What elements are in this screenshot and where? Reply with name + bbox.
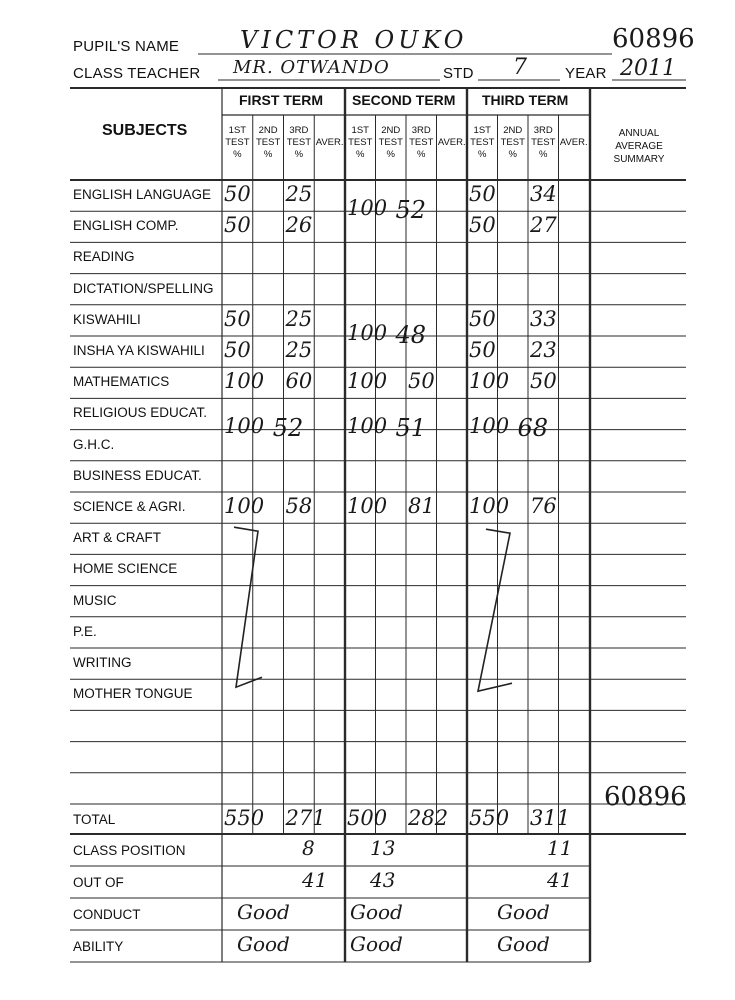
subject-label: READING [73, 249, 135, 265]
subject-label: ART & CRAFT [73, 530, 162, 546]
term-heading-3: THIRD TERM [482, 92, 569, 108]
serial-number: 60896 [612, 24, 695, 54]
footer-row-value: 41 [547, 868, 573, 892]
test-column-header: 1ST TEST % [348, 125, 373, 160]
handwritten-mark: 48 [395, 320, 427, 349]
handwritten-mark: 25 [285, 306, 313, 331]
handwritten-mark: 51 [395, 414, 427, 443]
class-teacher-label: CLASS TEACHER [73, 65, 201, 82]
handwritten-mark: 100 [347, 320, 388, 345]
subject-label: P.E. [73, 623, 97, 639]
test-column-header: AVER. [315, 137, 344, 148]
pupil-name-label: PUPIL'S NAME [73, 38, 180, 55]
footer-row-value: 13 [370, 836, 396, 860]
handwritten-mark: 25 [285, 338, 313, 362]
subject-label: DICTATION/SPELLING [73, 280, 214, 296]
bracket-scribble [234, 527, 262, 687]
handwritten-mark: 23 [530, 338, 557, 362]
footer-row-label: CLASS POSITION [73, 843, 186, 858]
handwritten-mark: 50 [530, 369, 557, 394]
footer-row-label: CONDUCT [73, 907, 141, 922]
handwritten-mark: 33 [530, 306, 557, 331]
handwritten-mark: 52 [395, 196, 427, 224]
test-column-header: AVER. [437, 137, 466, 148]
handwritten-mark: 100 [347, 369, 388, 394]
test-column-header: 1ST TEST % [225, 125, 250, 160]
footer-row-value: Good [350, 932, 403, 956]
test-column-header: 1ST TEST % [470, 125, 495, 160]
handwritten-mark: 26 [285, 213, 313, 238]
total-mark: 311 [530, 806, 571, 830]
std-label: STD [443, 65, 474, 82]
subject-label: ENGLISH COMP. [73, 218, 179, 234]
footer-row-value: 8 [302, 836, 315, 860]
total-mark: 550 [469, 806, 510, 830]
footer-row-label: ABILITY [73, 939, 124, 954]
bracket-scribble [478, 529, 512, 691]
term-heading-1: FIRST TERM [239, 92, 323, 108]
test-column-header: 3RD TEST % [409, 125, 434, 160]
subject-label: INSHA YA KISWAHILI [73, 343, 205, 358]
handwritten-mark: 34 [530, 182, 557, 206]
total-mark: 500 [347, 806, 388, 830]
footer-row-value: Good [350, 900, 403, 924]
subject-label: RELIGIOUS EDUCAT. [73, 405, 208, 421]
subject-label: KISWAHILI [73, 311, 141, 327]
footer-row-value: Good [237, 932, 290, 956]
handwritten-mark: 100 [224, 494, 265, 518]
subject-label: MATHEMATICS [73, 374, 170, 390]
pupil-name-value: VICTOR OUKO [240, 26, 468, 54]
handwritten-mark: 100 [469, 494, 510, 518]
handwritten-mark: 100 [347, 494, 388, 518]
handwritten-mark: 100 [347, 196, 388, 220]
handwritten-mark: 100 [469, 414, 510, 439]
handwritten-mark: 100 [224, 369, 265, 394]
footer-row-value: Good [497, 932, 550, 956]
handwritten-mark: 68 [517, 414, 549, 443]
annual-total: 60896 [604, 782, 687, 812]
handwritten-mark: 50 [408, 369, 435, 394]
footer-row-value: Good [237, 900, 290, 924]
footer-row-value: Good [497, 900, 550, 924]
total-mark: 271 [285, 806, 326, 830]
test-column-header: 2ND TEST % [378, 125, 403, 160]
subject-label: HOME SCIENCE [73, 561, 178, 577]
footer-row-label: OUT OF [73, 875, 124, 890]
handwritten-mark: 58 [285, 494, 313, 518]
handwritten-mark: 100 [347, 414, 388, 439]
subject-label: SCIENCE & AGRI. [73, 499, 186, 514]
test-column-header: 3RD TEST % [531, 125, 556, 160]
handwritten-mark: 81 [408, 494, 435, 518]
handwritten-mark: 27 [530, 213, 557, 238]
handwritten-mark: 50 [469, 182, 496, 206]
handwritten-mark: 50 [469, 338, 496, 362]
handwritten-mark: 100 [224, 414, 265, 439]
handwritten-mark: 50 [224, 306, 251, 331]
handwritten-mark: 50 [224, 338, 251, 362]
footer-row-value: 41 [302, 868, 328, 892]
subject-label: MUSIC [73, 592, 117, 608]
handwritten-mark: 25 [285, 182, 313, 206]
handwritten-mark: 50 [469, 306, 496, 331]
subject-label: BUSINESS EDUCAT. [73, 467, 202, 483]
total-mark: 550 [224, 806, 265, 830]
subject-label: G.H.C. [73, 436, 115, 452]
handwritten-mark: 50 [224, 213, 251, 238]
subject-label: WRITING [73, 655, 132, 670]
annual-average-summary-header: ANNUAL AVERAGE SUMMARY [613, 128, 665, 165]
subjects-heading: SUBJECTS [102, 122, 188, 139]
test-column-header: 2ND TEST % [500, 125, 525, 160]
test-column-header: 3RD TEST % [286, 125, 312, 160]
footer-row-value: 43 [370, 868, 396, 892]
total-mark: 282 [408, 806, 449, 830]
subject-label: MOTHER TONGUE [73, 686, 193, 702]
total-label: TOTAL [73, 812, 116, 827]
handwritten-mark: 100 [469, 369, 510, 394]
class-teacher-value: MR. OTWANDO [233, 57, 390, 78]
handwritten-mark: 50 [224, 182, 251, 206]
handwritten-mark: 52 [272, 414, 304, 443]
footer-row-value: 11 [547, 836, 573, 860]
handwritten-mark: 50 [469, 213, 496, 238]
handwritten-mark: 76 [530, 494, 557, 518]
test-column-header: 2ND TEST % [255, 125, 281, 160]
handwritten-mark: 60 [285, 369, 313, 394]
subject-label: ENGLISH LANGUAGE [73, 187, 212, 202]
term-heading-2: SECOND TERM [352, 92, 456, 108]
std-value: 7 [513, 55, 527, 80]
year-label: YEAR [565, 65, 607, 82]
test-column-header: AVER. [559, 137, 588, 148]
year-value: 2011 [620, 56, 676, 81]
